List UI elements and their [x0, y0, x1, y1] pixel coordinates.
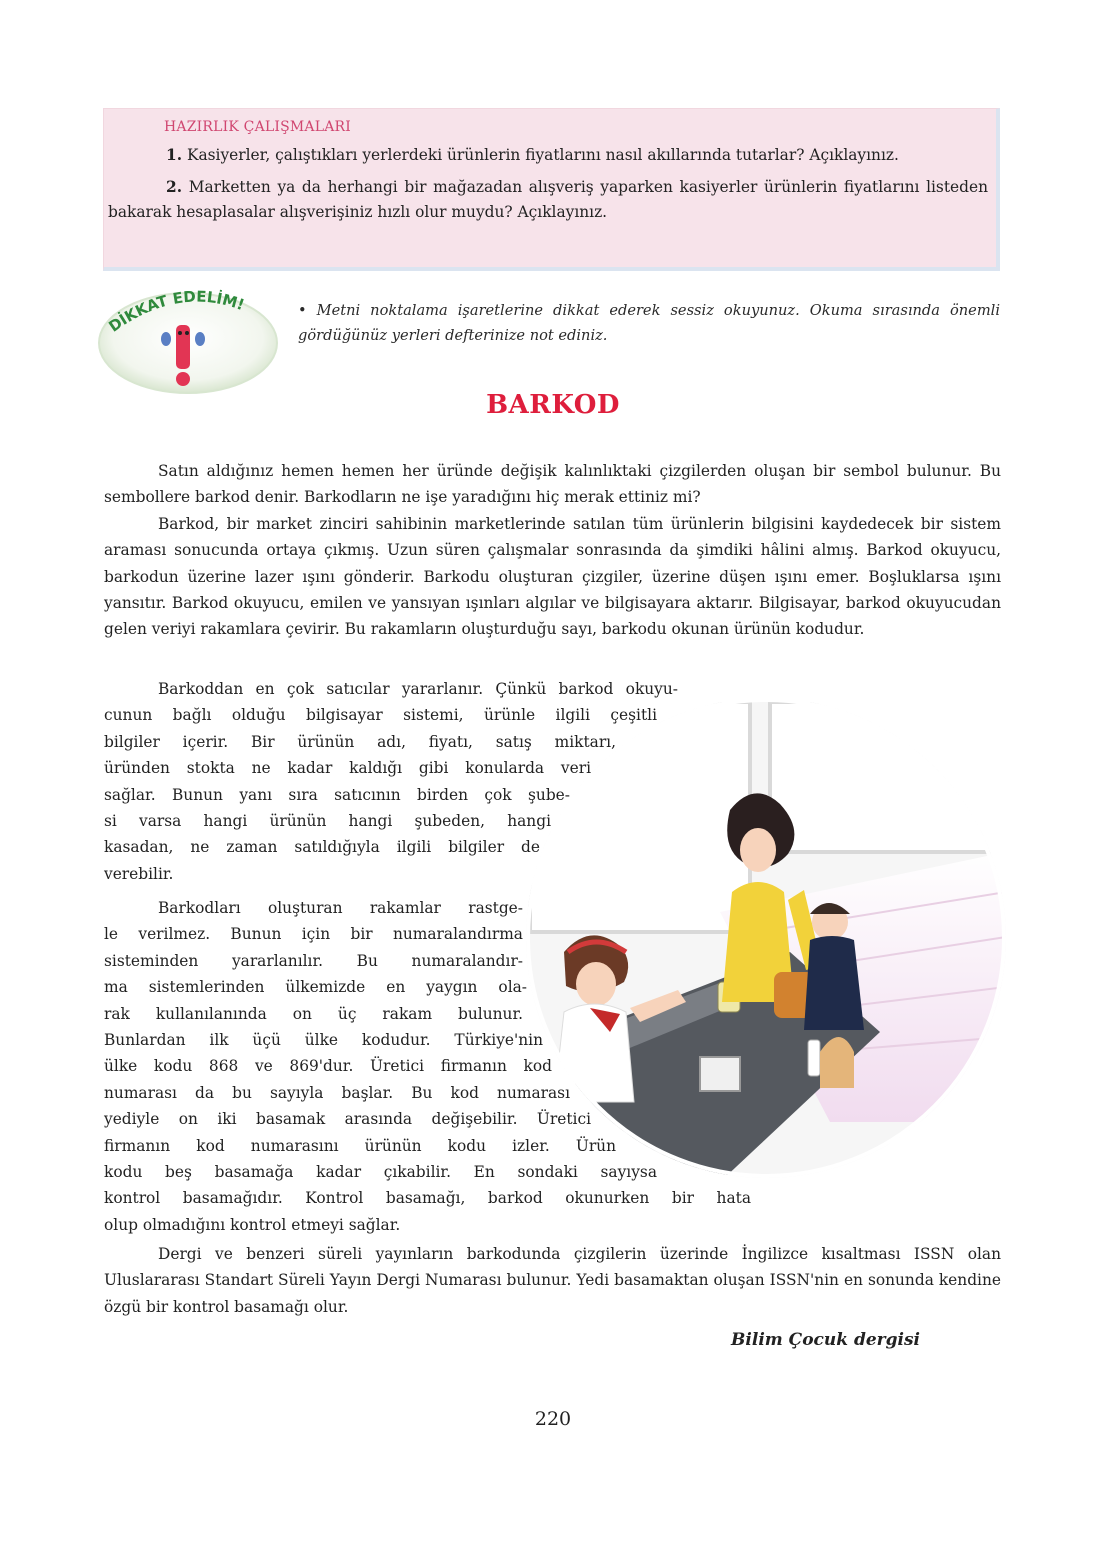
paragraph-text: Barkod, bir market zinciri sahibinin marketlerinde satılan tüm ürünlerin bilgisini kaydedecek bir sistem araması sonucunda ortaya çıkmış. Uzun süren çalışmalar sonrasında da şimdiki hâlini almış. Barkod okuyucu, barkodun üzerine lazer ışını gönderir. Barkodu oluşturan çizgiler, üzerine düşen ışını emer. Boşluklarsa ışını yansıtır. Barkod okuyucu, emilen ve yansıyan ışınları algılar ve bilgisayara aktarır. Bilgisayar, barkod okuyucudan gelen veriyi rakamlara çevirir. Bu rakamların oluşturduğu sayı, barkodu okunan ürünün kodudur.	[104, 514, 1001, 639]
paragraph-text: Satın aldığınız hemen hemen her üründe değişik kalınlıktaki çizgilerden oluşan bir sembol bulunur. Bu sembollere barkod denir. Barkodların ne işe yaradığını hiç merak ettiniz mi?	[104, 462, 1001, 507]
text-line: Barkoddan en çok satıcılar yararlanır. Çünkü barkod okuyu-	[158, 680, 678, 698]
text-line: ülke kodu 868 ve 869'dur. Üretici firmanın kod	[104, 1057, 552, 1076]
paragraph-2	[104, 511, 1001, 643]
text-line: verebilir.	[104, 864, 174, 883]
source-credit: Bilim Çocuk dergisi	[731, 1330, 920, 1350]
preparation-question-1	[108, 143, 988, 168]
article-top	[104, 458, 1001, 643]
text-line: kodu beş basamağa kadar çıkabilir. En sondaki sayıysa	[104, 1163, 657, 1182]
badge-label: DİKKAT EDELİM!	[105, 287, 247, 336]
text-line: olup olmadığını kontrol etmeyi sağlar.	[104, 1215, 401, 1234]
article-bottom	[104, 1241, 1001, 1320]
text-line: üründen stokta ne kadar kaldığı gibi konularda veri	[104, 759, 591, 778]
text-line: sağlar. Bunun yanı sıra satıcının birden çok şube-	[104, 785, 570, 804]
text-line: le verilmez. Bunun için bir numaralandırma	[104, 925, 523, 944]
text-line: sisteminden yararlanılır. Bu numaralandır-	[104, 951, 523, 970]
text-line: numarası da bu sayıyla başlar. Bu kod numarası	[104, 1083, 570, 1102]
preparation-heading: HAZIRLIK ÇALIŞMALARI	[164, 119, 352, 135]
text-line: cunun bağlı olduğu bilgisayar sistemi, ürünle ilgili çeşitli	[104, 706, 657, 725]
text-line: rak kullanılanında on üç rakam bulunur.	[104, 1004, 523, 1023]
text-line: bilgiler içerir. Bir ürünün adı, fiyatı, satış miktarı,	[104, 732, 616, 751]
text-line: yediyle on iki basamak arasında değişebilir. Üretici	[104, 1110, 591, 1129]
preparation-question-2	[108, 175, 988, 225]
preparation-box	[103, 108, 1000, 271]
text-line: si varsa hangi ürünün hangi şubeden, hangi	[104, 812, 551, 831]
text-line: ma sistemlerinden ülkemizde en yaygın ola-	[104, 978, 527, 997]
page-title: BARKOD	[486, 390, 620, 420]
question-number: 2.	[166, 178, 183, 196]
text-line: kasadan, ne zaman satıldığıyla ilgili bilgiler de	[104, 838, 540, 857]
dikkat-edelim-badge	[96, 283, 280, 395]
paragraph-5	[104, 1241, 1001, 1320]
paragraph-text: Dergi ve benzeri süreli yayınların barkodunda çizgilerin üzerinde İngilizce kısaltması ISSN olan Uluslararası Standart Süreli Yayın Dergi Numarası bulunur. Yedi basamaktan oluşan ISSN'nin en sonunda kendine özgü bir kontrol basamağı olur.	[104, 1245, 1001, 1316]
question-number: 1.	[166, 146, 183, 164]
page-number: 220	[534, 1408, 572, 1430]
text-line: kontrol basamağıdır. Kontrol basamağı, barkod okunurken bir hata	[104, 1189, 751, 1208]
question-text: Marketten ya da herhangi bir mağazadan alışveriş yaparken kasiyerler ürünlerin fiyatlarını listeden bakarak hesaplasalar alışverişiniz hızlı olur muydu? Açıklayınız.	[108, 178, 988, 221]
text-line: firmanın kod numarasını ürünün kodu izler. Ürün	[104, 1136, 616, 1155]
question-text: Kasiyerler, çalıştıkları yerlerdeki ürünlerin fiyatlarını nasıl akıllarında tutarlar? Açıklayınız.	[186, 146, 899, 164]
paragraph-1	[104, 458, 1001, 511]
text-line: Barkodları oluşturan rakamlar rastge-	[158, 899, 523, 917]
text-line: Bunlardan ilk üçü ülke kodudur. Türkiye'nin	[104, 1031, 543, 1050]
checkout-scene-illustration	[520, 702, 1006, 1184]
reading-instruction: • Metni noktalama işaretlerine dikkat ederek sessiz okuyunuz. Okuma sırasında önemli gördüğünüz yerleri defterinize not ediniz.	[298, 302, 1000, 344]
